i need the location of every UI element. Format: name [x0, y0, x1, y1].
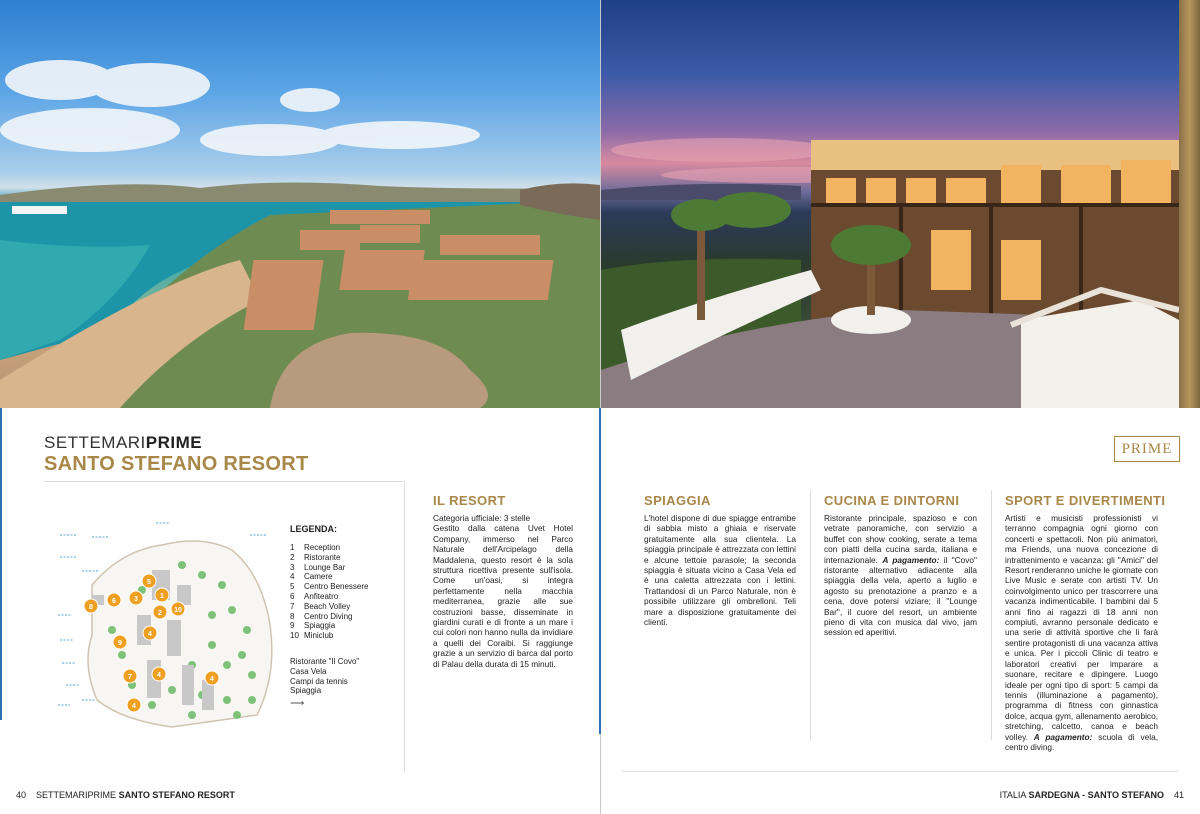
legend-title: LEGENDA: — [290, 524, 337, 534]
paid-label: A pagamento: — [882, 554, 940, 565]
cucina-text: Ristorante principale, spazioso e con vetrate panoramiche, con servizio a buffet con show cooking, serate a tema con piatti della cucina sarda, italiana e internazionale. A pagamento: il "Covo" ristorante alternativo adiacente alla spiaggia della vela, aperto a luglio e agosto su prenotazione a pranzo e a cena, dove potersi viziare; il "Lounge Bar", il cuore del resort, un ambiente pieno di vita con musica dal vivo, jam session ed aperitivi. — [824, 513, 977, 638]
left-margin-rule — [0, 408, 2, 720]
legend-item: 3 Lounge Bar — [290, 562, 346, 572]
sport-text: Artisti e musicisti professionisti vi terranno compagnia ogni giorno con concerti e spettacoli. Non più animatori, ma Friends, una nuova concezione di intrattenimento e vacanza: gli "Amici" del Resort renderanno uniche le giornate con Live Music e serate con artisti TV. Un coinvolgimento unico per trascorrere una vacanza indimenticabile. I bambini dai 5 anni fino ai ragazzi di 18 anni non compiuti, avranno personale dedicato e una serie di attività sportive che li farà sentire protagonisti di una vacanza attiva e unica. Per i piccoli Clinic di teatro e laboratori creativi per imparare a suonare, recitare e dipingere. Luogo ideale per ogni tipo di sport: 5 campi da tennis (illuminazione a pagamento), programma di fitness con ginnastica dolce, acqua gym, allenamento aerobico, stretching, calcetto, canoa e beach volley. A pagamento: scuola di vela, centro diving. — [1005, 513, 1158, 752]
resort-beach-aerial-photo — [0, 0, 600, 408]
legend-extra-item: Campi da tennis — [290, 676, 348, 686]
resort-map — [52, 515, 284, 730]
svg-text:9: 9 — [118, 640, 122, 647]
svg-text:5: 5 — [147, 579, 151, 586]
svg-text:4: 4 — [148, 631, 152, 638]
column-divider — [810, 490, 811, 740]
brand-suffix: PRIME — [145, 433, 203, 452]
right-margin-rule — [599, 408, 601, 734]
svg-text:4: 4 — [210, 676, 214, 683]
il-resort-heading: IL RESORT — [433, 493, 506, 508]
legend-item: 8 Centro Diving — [290, 611, 353, 621]
page-title: SANTO STEFANO RESORT — [44, 453, 309, 475]
legend-extra-item: Spiaggia — [290, 686, 322, 696]
page-number-right: 41 — [1173, 790, 1184, 800]
gold-page-edge — [1179, 0, 1200, 408]
cucina-heading: CUCINA E DINTORNI — [824, 493, 960, 508]
legend-item: 10 Miniclub — [290, 631, 334, 641]
legend-extras — [290, 657, 359, 696]
paid-label: A pagamento: — [1033, 731, 1093, 742]
legend-item: 9 Spiaggia — [290, 621, 336, 631]
svg-text:6: 6 — [112, 598, 116, 605]
legend-item: 7 Beach Volley — [290, 601, 351, 611]
footer-left: 40 SETTEMARIPRIME SANTO STEFANO RESORT — [16, 790, 235, 800]
page-number-left: 40 — [16, 790, 27, 800]
column-divider — [991, 490, 992, 740]
svg-text:3: 3 — [134, 596, 138, 603]
svg-text:7: 7 — [128, 674, 132, 681]
map-legend — [290, 543, 368, 641]
footer-rule — [622, 771, 1178, 772]
category-line: Categoria ufficiale: 3 stelle — [433, 513, 531, 523]
legend-item: 6 Anfiteatro — [290, 591, 339, 601]
arrow-right-icon: ⟶ — [290, 698, 305, 709]
footer-right: ITALIA SARDEGNA - SANTO STEFANO 41 — [999, 790, 1184, 800]
prime-logo: PRIME — [1114, 436, 1180, 462]
legend-extra-item: Ristorante "Il Covo" — [290, 657, 360, 666]
svg-text:10: 10 — [174, 607, 182, 614]
brand-line — [44, 433, 202, 453]
svg-text:2: 2 — [158, 610, 162, 617]
legend-item: 5 Centro Benessere — [290, 582, 369, 592]
svg-text:1: 1 — [160, 593, 164, 600]
legend-extra-item: Casa Vela — [290, 666, 327, 676]
svg-text:4: 4 — [132, 703, 136, 710]
legend-item: 1 Reception — [290, 543, 341, 552]
legend-item: 2 Ristorante — [290, 552, 341, 562]
resort-terrace-dusk-photo — [601, 0, 1179, 408]
il-resort-text — [433, 513, 573, 669]
spiaggia-text: L'hotel dispone di due spiagge entrambe di sabbia misto a ghiaia e riservate gratuitamente alla sua clientela. La spiaggia principale è attrezzata con lettini e alcune tettoie parasole; la seconda spiaggia è situata vicino a Casa Vela ed è una caletta attrezzata con i lettini. Trattandosi di un Parco Naturale, non è possibile utilizzare gli ombrelloni. Teli mare a disposizione gratuitamente dei clienti. — [644, 513, 796, 628]
il-resort-body: Gestito dalla catena Uvet Hotel Company, immerso nel Parco Naturale dell'Arcipelago della Maddalena, questo resort è la sola struttura ricettiva presente sull'isola. Come un'oasi, si integra perfettamente nella macchia mediterranea, grazie alle sue costruzioni basse, disseminate in giardini curati e di fronte a un mare i cui colori non hanno nulla da invidiare a quelli dei Coraibi. Si raggiunge grazie a un servizio di barca dal porto di Palau della durata di 15 minuti. — [433, 523, 573, 669]
spiaggia-heading: SPIAGGIA — [644, 493, 711, 508]
brand-prefix: SETTEMARI — [44, 433, 146, 452]
legend-item: 4 Camere — [290, 572, 333, 582]
svg-text:8: 8 — [89, 604, 93, 611]
sport-heading: SPORT E DIVERTIMENTI — [1005, 493, 1166, 508]
svg-text:4: 4 — [157, 672, 161, 679]
